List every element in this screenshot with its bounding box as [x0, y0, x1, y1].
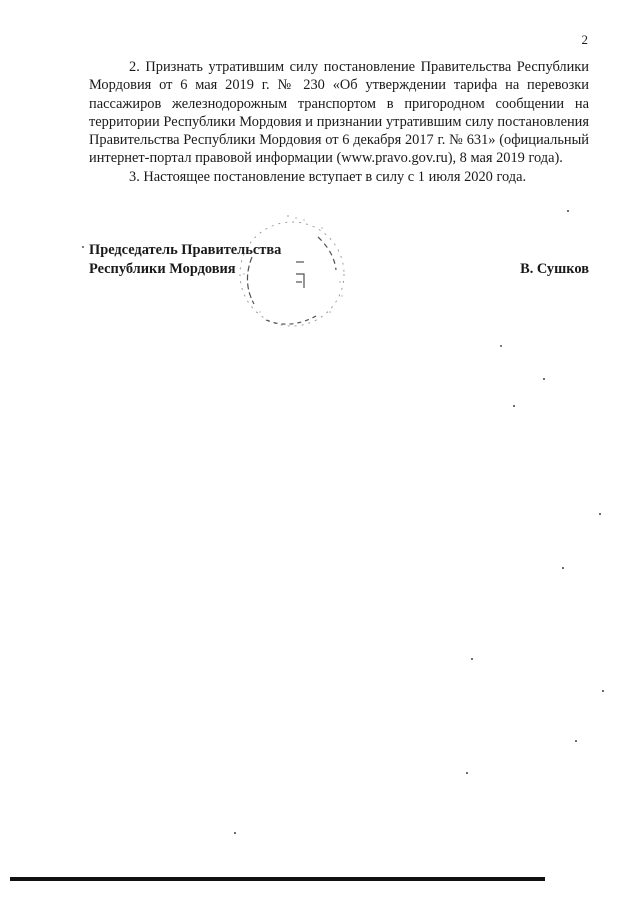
page-number: 2 [581, 32, 588, 47]
scan-speck [513, 405, 515, 407]
paragraph-2: 2. Признать утратившим силу постановление Правительства Республики Мордовия от 6 мая 2019 г. № 230 «Об утверждении тарифа на перевозки пассажиров железнодорожным транспортом в пригородном сообщении на территории Республики Мордовия и признании утратившим силу постановления Правительства Республики Мордовия от 6 декабря 2017 г. № 631» (официальный интернет-портал правовой информации (www.pravo.gov.ru), 8 мая 2019 года). [89, 59, 589, 167]
scan-speck [562, 567, 564, 569]
scan-bottom-edge [10, 877, 545, 881]
scan-speck [82, 246, 84, 248]
seal-stamp-icon [230, 212, 360, 332]
scan-speck [466, 772, 468, 774]
scan-speck [500, 345, 502, 347]
scan-speck [602, 690, 604, 692]
scan-speck [575, 740, 577, 742]
scan-speck [543, 378, 545, 380]
scan-speck [471, 658, 473, 660]
paragraph-3: 3. Настоящее постановление вступает в силу с 1 июля 2020 года. [129, 168, 527, 185]
scan-speck [567, 210, 569, 212]
signatory-position-line1: Председатель Правительства [89, 242, 282, 258]
signatory-position-line2: Республики Мордовия [89, 261, 236, 277]
document-body [89, 58, 589, 186]
scan-speck [599, 513, 601, 515]
signatory-name: В. Сушков [520, 261, 589, 277]
scan-speck [234, 832, 236, 834]
